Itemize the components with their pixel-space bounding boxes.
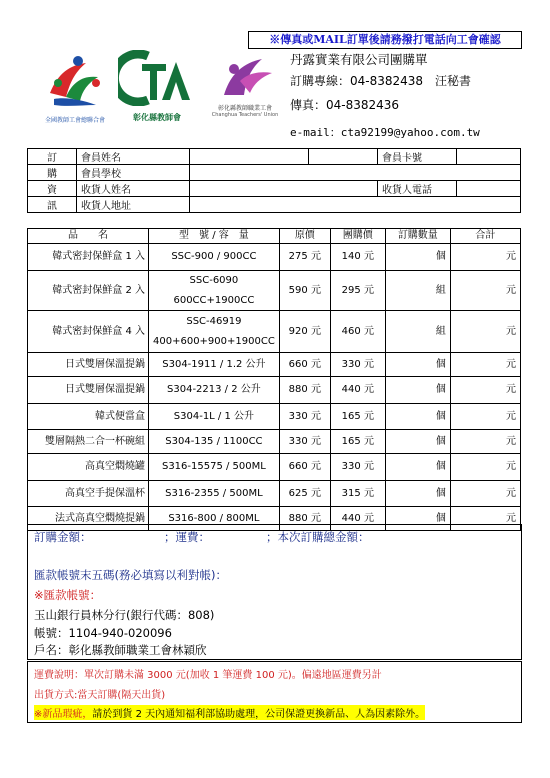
union-subcaption: Changhua Teachers' Union	[211, 112, 279, 118]
info-side-char: 資	[28, 181, 77, 197]
product-model: S304-1911 / 1.2 公升	[149, 353, 280, 377]
product-price: 330 元	[279, 404, 330, 430]
member-card-field[interactable]	[457, 149, 521, 165]
union-emblem-icon	[216, 55, 276, 99]
member-school-field[interactable]	[190, 165, 521, 181]
receiver-phone-field[interactable]	[457, 181, 521, 197]
grand-total-label: ；本次訂購總金額：	[266, 530, 370, 544]
account-tail-label: 匯款帳號末五碼(務必填寫以利對帳)：	[34, 568, 227, 582]
product-model: SSC-900 / 900CC	[149, 244, 280, 271]
subtotal-field[interactable]: 元	[450, 311, 520, 353]
product-group-price: 315 元	[330, 481, 385, 507]
receiver-address-label: 收貨人地址	[77, 197, 190, 213]
qty-field[interactable]: 個	[385, 454, 450, 481]
product-name: 法式高真空燜燒提鍋	[28, 507, 149, 531]
qty-field[interactable]: 組	[385, 311, 450, 353]
shipping-fee-label: ；運費：	[164, 530, 210, 544]
group-price-header: 團購價	[330, 229, 385, 244]
subtotal-field[interactable]: 元	[450, 507, 520, 531]
product-model: S316-800 / 800ML	[149, 507, 280, 531]
product-model	[149, 311, 280, 353]
product-name: 高真空手提保溫杯	[28, 481, 149, 507]
product-name: 韓式密封保鮮盒 4 入	[28, 311, 149, 353]
table-row	[28, 244, 521, 271]
subtotal-field[interactable]: 元	[450, 244, 520, 271]
product-price: 590 元	[279, 271, 330, 311]
subtotal-field[interactable]: 元	[450, 454, 520, 481]
model-header: 型 號 / 容 量	[149, 229, 280, 244]
table-row	[28, 311, 521, 353]
order-amount-label: 訂購金額：	[34, 530, 92, 544]
product-name: 韓式便當盒	[28, 404, 149, 430]
table-row	[28, 481, 521, 507]
table-row	[28, 430, 521, 454]
union-caption: 彰化縣教師職業工會	[217, 105, 272, 112]
subtotal-field[interactable]: 元	[450, 430, 520, 454]
member-name-label: 會員姓名	[77, 149, 190, 165]
member-name-field-ext[interactable]	[309, 149, 378, 165]
delivery-note: 出貨方式:當天訂購(隔天出貨)	[34, 690, 166, 701]
email-address: e-mail：cta92199@yahoo.com.tw	[290, 126, 480, 139]
bank-account-number: 帳號：1104-940-020096	[34, 626, 172, 640]
product-name: 日式雙層保溫提鍋	[28, 353, 149, 377]
product-group-price: 165 元	[330, 404, 385, 430]
info-side-char: 訂	[28, 149, 77, 165]
product-group-price: 295 元	[330, 271, 385, 311]
product-group-price: 165 元	[330, 430, 385, 454]
product-price: 275 元	[279, 244, 330, 271]
order-hotline: 訂購專線：04-8382438 汪秘書	[290, 74, 472, 88]
customer-info-table	[27, 148, 521, 213]
member-name-field[interactable]	[190, 149, 309, 165]
qty-field[interactable]: 組	[385, 271, 450, 311]
defect-note-text: 請於到貨 2 天內通知福利部協助處理，公司保證更換新品、人為因素除外。	[92, 709, 426, 720]
product-price: 660 元	[279, 353, 330, 377]
product-model	[149, 271, 280, 311]
model-capacity: 400+600+900+1900CC	[153, 335, 275, 347]
subtotal-field[interactable]: 元	[450, 481, 520, 507]
product-model: S304-135 / 1100CC	[149, 430, 280, 454]
product-price: 660 元	[279, 454, 330, 481]
receiver-address-field[interactable]	[190, 197, 521, 213]
product-table	[27, 228, 521, 531]
subtotal-field[interactable]: 元	[450, 377, 520, 404]
model-code: SSC-6090	[189, 274, 239, 286]
qty-field[interactable]: 個	[385, 430, 450, 454]
product-price: 625 元	[279, 481, 330, 507]
product-model: S304-1L / 1 公升	[149, 404, 280, 430]
receiver-phone-label: 收貨人電話	[378, 181, 457, 197]
product-header: 品 名	[28, 229, 149, 244]
product-group-price: 330 元	[330, 454, 385, 481]
info-side-char: 訊	[28, 197, 77, 213]
cta-logo	[118, 50, 196, 122]
subtotal-field[interactable]: 元	[450, 353, 520, 377]
table-row	[28, 454, 521, 481]
qty-field[interactable]: 個	[385, 507, 450, 531]
product-name: 日式雙層保溫提鍋	[28, 377, 149, 404]
model-code: SSC-46919	[186, 315, 242, 327]
product-model: S316-2355 / 500ML	[149, 481, 280, 507]
bank-name: 玉山銀行員林分行(銀行代碼：808)	[34, 608, 215, 622]
product-group-price: 330 元	[330, 353, 385, 377]
product-group-price: 460 元	[330, 311, 385, 353]
account-holder: 戶名：彰化縣教師職業工會林穎欣	[34, 643, 207, 657]
teachers-federation-logo	[40, 53, 110, 123]
product-price: 330 元	[279, 430, 330, 454]
product-name: 韓式密封保鮮盒 2 入	[28, 271, 149, 311]
product-model: S304-2213 / 2 公升	[149, 377, 280, 404]
product-price: 880 元	[279, 507, 330, 531]
receiver-name-label: 收貨人姓名	[77, 181, 190, 197]
product-group-price: 440 元	[330, 507, 385, 531]
product-name: 雙層隔熱二合一杯碗組	[28, 430, 149, 454]
member-card-label: 會員卡號	[378, 149, 457, 165]
receiver-name-field[interactable]	[190, 181, 378, 197]
product-name: 韓式密封保鮮盒 1 入	[28, 244, 149, 271]
product-name: 高真空燜燒罐	[28, 454, 149, 481]
teachers-union-logo	[210, 55, 280, 125]
remit-account-title: ※匯款帳號：	[34, 588, 102, 602]
table-row	[28, 353, 521, 377]
subtotal-field[interactable]: 元	[450, 271, 520, 311]
product-group-price: 440 元	[330, 377, 385, 404]
cta-emblem-icon	[118, 50, 196, 106]
qty-header: 訂購數量	[385, 229, 450, 244]
company-order-title: 丹露實業有限公司團購單	[290, 52, 428, 67]
payment-section	[27, 524, 522, 660]
cta-caption: 彰化縣教師會	[133, 113, 181, 122]
product-group-price: 140 元	[330, 244, 385, 271]
product-price: 880 元	[279, 377, 330, 404]
model-capacity: 600CC+1900CC	[173, 294, 255, 306]
federation-emblem-icon	[40, 53, 110, 111]
qty-field[interactable]: 個	[385, 244, 450, 271]
fax-number: 傳真：04-8382436	[290, 98, 400, 112]
fax-confirm-notice: ※傳真或MAIL訂單後請務撥打電話向工會確認	[248, 31, 522, 49]
table-row	[28, 404, 521, 430]
federation-caption: 全國教師工會總聯合會	[44, 117, 105, 124]
info-side-char: 購	[28, 165, 77, 181]
subtotal-field[interactable]: 元	[450, 404, 520, 430]
shipping-note: 運費說明：單次訂購未滿 3000 元(加收 1 筆運費 100 元)。偏遠地區運費另計	[34, 670, 382, 681]
qty-field[interactable]: 個	[385, 377, 450, 404]
product-price: 920 元	[279, 311, 330, 353]
member-school-label: 會員學校	[77, 165, 190, 181]
table-row	[28, 377, 521, 404]
qty-field[interactable]: 個	[385, 353, 450, 377]
qty-field[interactable]: 個	[385, 481, 450, 507]
table-row	[28, 271, 521, 311]
qty-field[interactable]: 個	[385, 404, 450, 430]
total-header: 合計	[450, 229, 520, 244]
price-header: 原價	[279, 229, 330, 244]
defect-note	[34, 705, 425, 720]
product-model: S316-15575 / 500ML	[149, 454, 280, 481]
defect-note-label: ※新品瑕疵，	[34, 709, 93, 720]
notes-section	[27, 661, 522, 723]
